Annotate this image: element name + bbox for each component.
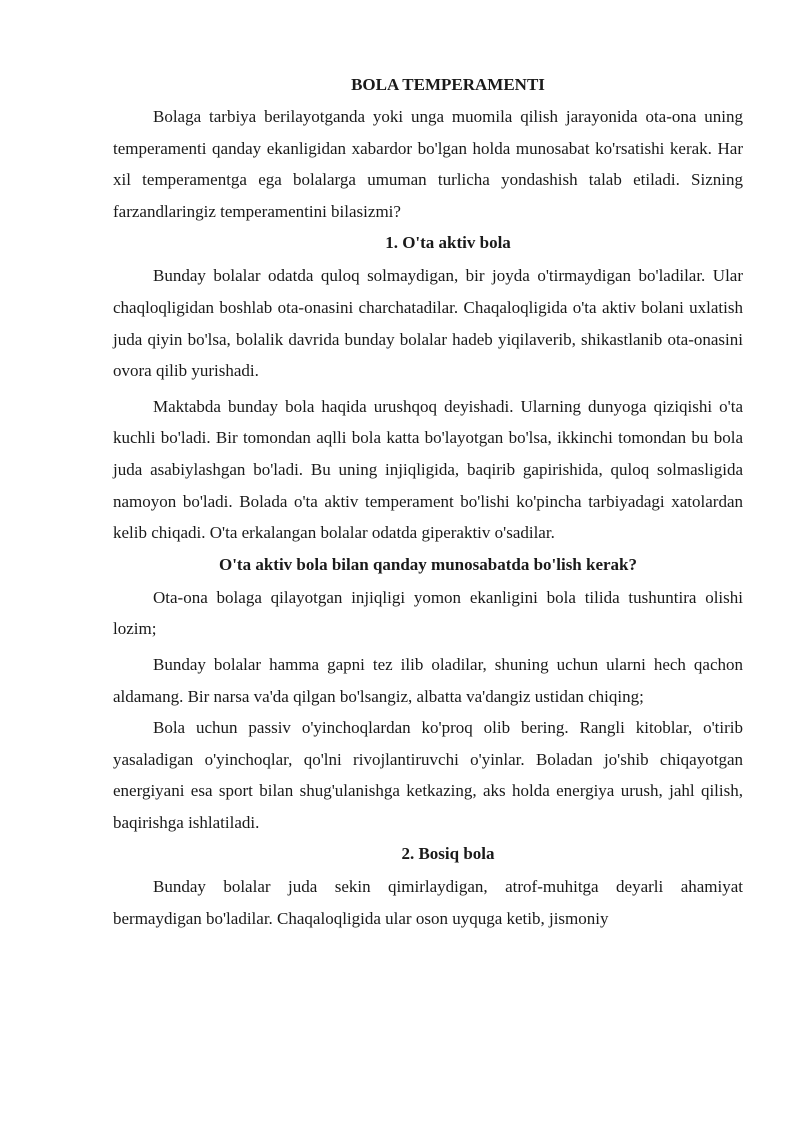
section1-paragraph-2: Maktabda bunday bola haqida urushqoq deyishadi. Ularning dunyoga qiziqishi o'ta kuchli bo'ladi. Bir tomondan aqlli bola katta bo'layotgan bo'lsa, ikkinchi tomondan bu bola juda asabiylashgan bo'ladi. Bu uning injiqligida, baqirib gapirishida, quloq solmasligida namoyon bo'ladi. Bolada o'ta aktiv temperament bo'lishi ko'pincha tarbiyadagi xatolardan kelib chiqadi. O'ta erkalangan bolalar odatda giperaktiv o'sadilar. bbox=[113, 396, 743, 543]
section1-paragraph-1: Bunday bolalar odatda quloq solmaydigan, bir joyda o'tirmaydigan bo'ladilar. Ular chaqloqligidan boshlab ota-onasini charchatadilar. Chaqaloqligida o'ta aktiv bolani uxlatish juda qiyin bo'lsa, bolalik davrida bunday bolalar hadeb yiqilaverib, shikastlanib ota-onasini ovora qilib yurishadi. bbox=[113, 266, 743, 381]
section-heading-overactive-child: 1. O'ta aktiv bola bbox=[385, 233, 511, 253]
subsection-paragraph-3: Bola uchun passiv o'yinchoqlardan ko'proq olib bering. Rangli kitoblar, o'tirib yasaladigan o'yinchoqlar, qo'lni rivojlantiruvchi o'yinlar. Boladan jo'shib chiqayotgan energiyani esa sport bilan shug'ulanishga ketkazing, aks holda energiya urush, jahl qilish, baqirishga ishlatiladi. bbox=[113, 718, 743, 832]
section2-paragraph-1: Bunday bolalar juda sekin qimirlaydigan, atrof-muhitga deyarli ahamiyat bermaydigan bo'ladilar. Chaqaloqligida ular oson uyquga ketib, jismoniy bbox=[113, 877, 743, 929]
subsection-paragraph-1: Ota-ona bolaga qilayotgan injiqligi yomon ekanligini bola tilida tushuntira olishi lozim; bbox=[113, 587, 743, 639]
document-page bbox=[113, 74, 743, 939]
section-heading-calm-child: 2. Bosiq bola bbox=[401, 844, 495, 864]
intro-paragraph: Bolaga tarbiya berilayotganda yoki unga muomila qilish jarayonida ota-ona uning temperamenti qanday ekanligidan xabardor bo'lgan holda munosabat ko'rsatishi kerak. Har xil temperamentga ega bolalarga umuman turlicha yondashish talab etiladi. Sizning farzandlaringiz temperamentini bilasizmi? bbox=[113, 107, 743, 221]
subsection-heading-how-to-treat: O'ta aktiv bola bilan qanday munosabatda bo'lish kerak? bbox=[218, 554, 638, 574]
subsection-paragraph-2: Bunday bolalar hamma gapni tez ilib oladilar, shuning uchun ularni hech qachon aldamang. Bir narsa va'da qilgan bo'lsangiz, albatta va'dangiz ustidan chiqing; bbox=[113, 654, 743, 706]
document-title: BOLA TEMPERAMENTI bbox=[351, 75, 545, 94]
